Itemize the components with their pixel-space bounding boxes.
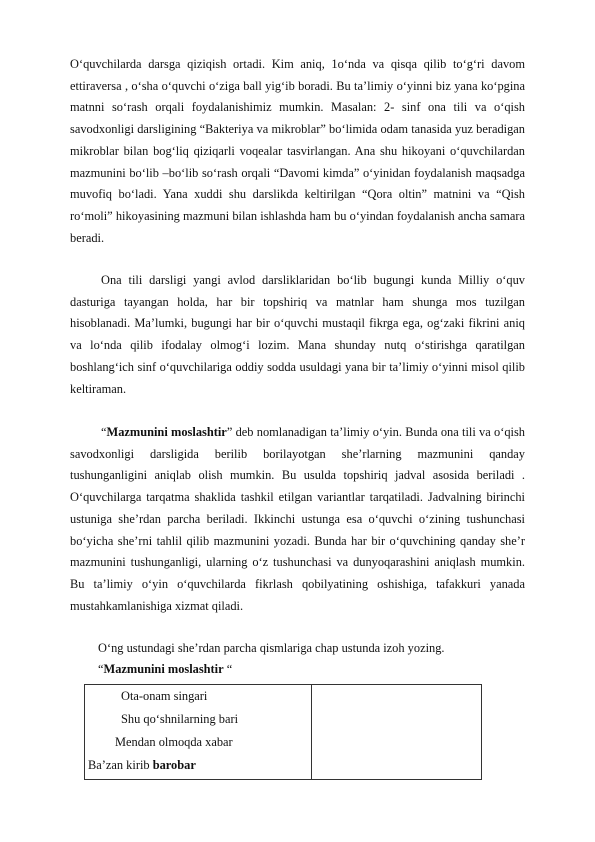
game-name-bold: Mazmunini moslashtir xyxy=(106,425,227,439)
verse-line-4-bold: barobar xyxy=(152,758,196,772)
table-column-divider xyxy=(311,685,312,779)
paragraph-3 xyxy=(70,422,525,617)
instruction-line: O‘ng ustundagi she’rdan parcha qismlariga chap ustunda izoh yozing. xyxy=(98,641,445,655)
game-title-line xyxy=(98,659,232,681)
game-title-bold: Mazmunini moslashtir xyxy=(103,662,224,676)
open-quote: “ xyxy=(101,425,107,439)
paragraph-2: Ona tili darsligi yangi avlod darsliklaridan bo‘lib bugungi kunda Milliy o‘quv dasturiga tayangan holda, har bir topshiriq va matnlar ham shunga mos tuzilgan hisoblanadi. Ma’lumki, bugungi har bir o‘quvchi mustaqil fikrga ega, og‘zaki fikrini aniq va lo‘nda qilib ifodalay olmog‘i lozim. Mana shunday nutq o‘stirishga qaratilgan boshlang‘ich sinf o‘quvchilariga oddiy sodda usuldagi yana bir ta’limiy o‘yinni misol qilib keltiraman. xyxy=(70,273,525,396)
verse-line-2: Shu qo‘shnilarning bari xyxy=(121,712,239,726)
verse-line-4-text: Ba’zan kirib xyxy=(88,758,153,772)
verse-line-4 xyxy=(88,755,196,777)
verse-line-1: Ota-onam singari xyxy=(121,689,208,703)
verse-line-3: Mendan olmoqda xabar xyxy=(115,735,233,749)
paragraph-1: O‘quvchilarda darsga qiziqish ortadi. Kim aniq, 1o‘nda va qisqa qilib to‘g‘ri davom ettiraversa , o‘sha o‘quvchi o‘ziga ball yig‘ib boradi. Bu ta’limiy o‘yinni biz yana ko‘pgina matnni so‘rash orqali foydalanishimiz mumkin. Masalan: 2- sinf ona tili va o‘qish savodxonligi darsligining “Bakteriya va mikroblar” bo‘limida odam tanasida yuz beradigan mikroblar bilan bog‘liq qiziqarli voqealar tasvirlangan. Ana shu hikoyani o‘quvchilardan mazmunini bo‘lib –bo‘lib so‘rash orqali “Davomi kimda” o‘yinidan foydalanish maqsadga muvofiq bo‘ladi. Yana xuddi shu darslikda keltirilgan “Qora oltin” matnini va “Qish ro‘moli” hikoyasining mazmuni bilan ishlashda ham bu o‘yindan foydalanish ancha samara beradi. xyxy=(70,57,525,245)
title-close-quote: “ xyxy=(223,662,233,676)
title-open-quote: “ xyxy=(98,662,104,676)
paragraph-3-text: ” deb nomlanadigan ta’limiy o‘yin. Bunda ona tili va o‘qish savodxonligi darsligida berilib borilayotgan she’rlarning mazmunini qanday tushunganligini aniqlab olish mumkin. Bu usulda topshiriq jadval asosida beriladi . O‘quvchilarga tarqatma shaklida tashkil etilgan variantlar tarqatiladi. Jadvalning birinchi ustuniga she’rdan parcha beriladi. Ikkinchi ustunga esa o‘quvchi o‘zining tushunchasi bo‘yicha she’rni tahlil qilib mazmunini yozadi. Bunda har bir o‘quvchining qanday she’r mazmunini tushunganligi, ularning o‘z tushunchasi va dunyoqarashini aniqlash mumkin. Bu ta’limiy o‘yin o‘quvchilarda fikrlash qobilyatining oshishiga, tafakkuri yanada mustahkamlanishiga xizmat qiladi. xyxy=(70,425,525,613)
